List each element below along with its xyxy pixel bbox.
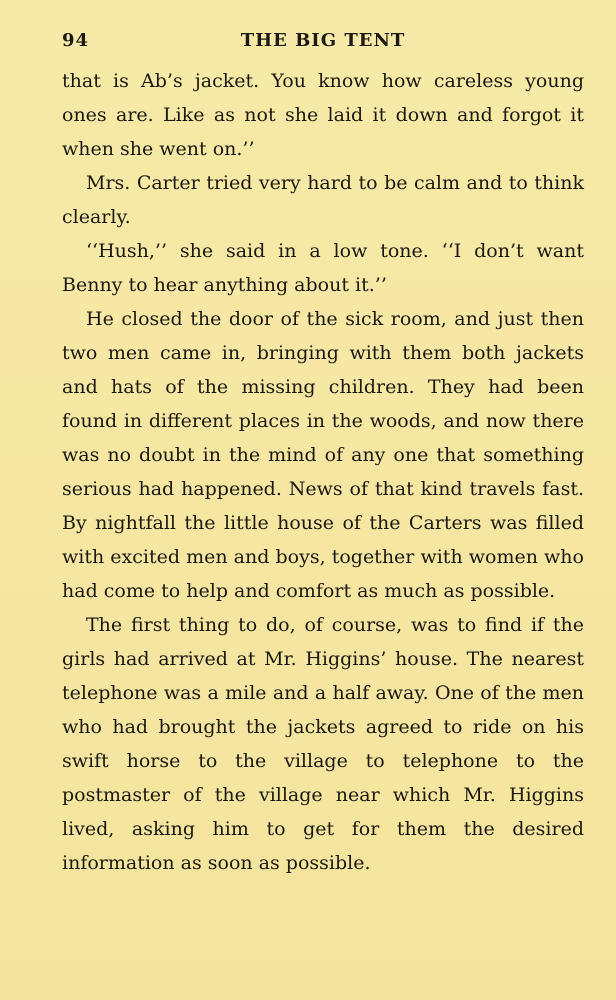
page-number: 94 [62, 30, 90, 51]
paragraph-4: He closed the door of the sick room, and just then two men came in, bringing with them both jackets and hats of the missing children. They had been found in different places in the woods, and now there was no doubt in the mind of any one that something serious had happened. News of that kind travels fast. By nightfall the little house of the Carters was filled with excited men and boys, together with women who had come to help and comfort as much as possible. [62, 308, 584, 602]
running-title: THE BIG TENT [240, 30, 406, 51]
paragraph-1: that is Ab’s jacket. You know how careless young ones are. Like as not she laid it down and forgot it when she went on.’’ [62, 70, 584, 160]
body-text [62, 64, 584, 880]
page-header [62, 30, 584, 58]
paragraph-5: The first thing to do, of course, was to find if the girls had arrived at Mr. Higgins’ house. The nearest telephone was a mile and a half away. One of the men who had brought the jackets agreed to ride on his swift horse to the village to telephone to the postmaster of the village near which Mr. Higgins lived, asking him to get for them the desired information as soon as possible. [62, 614, 584, 874]
paragraph-3: ‘‘Hush,’’ she said in a low tone. ‘‘I don’t want Benny to hear anything about it.’’ [62, 240, 584, 296]
paragraph-2: Mrs. Carter tried very hard to be calm and to think clearly. [62, 172, 584, 228]
